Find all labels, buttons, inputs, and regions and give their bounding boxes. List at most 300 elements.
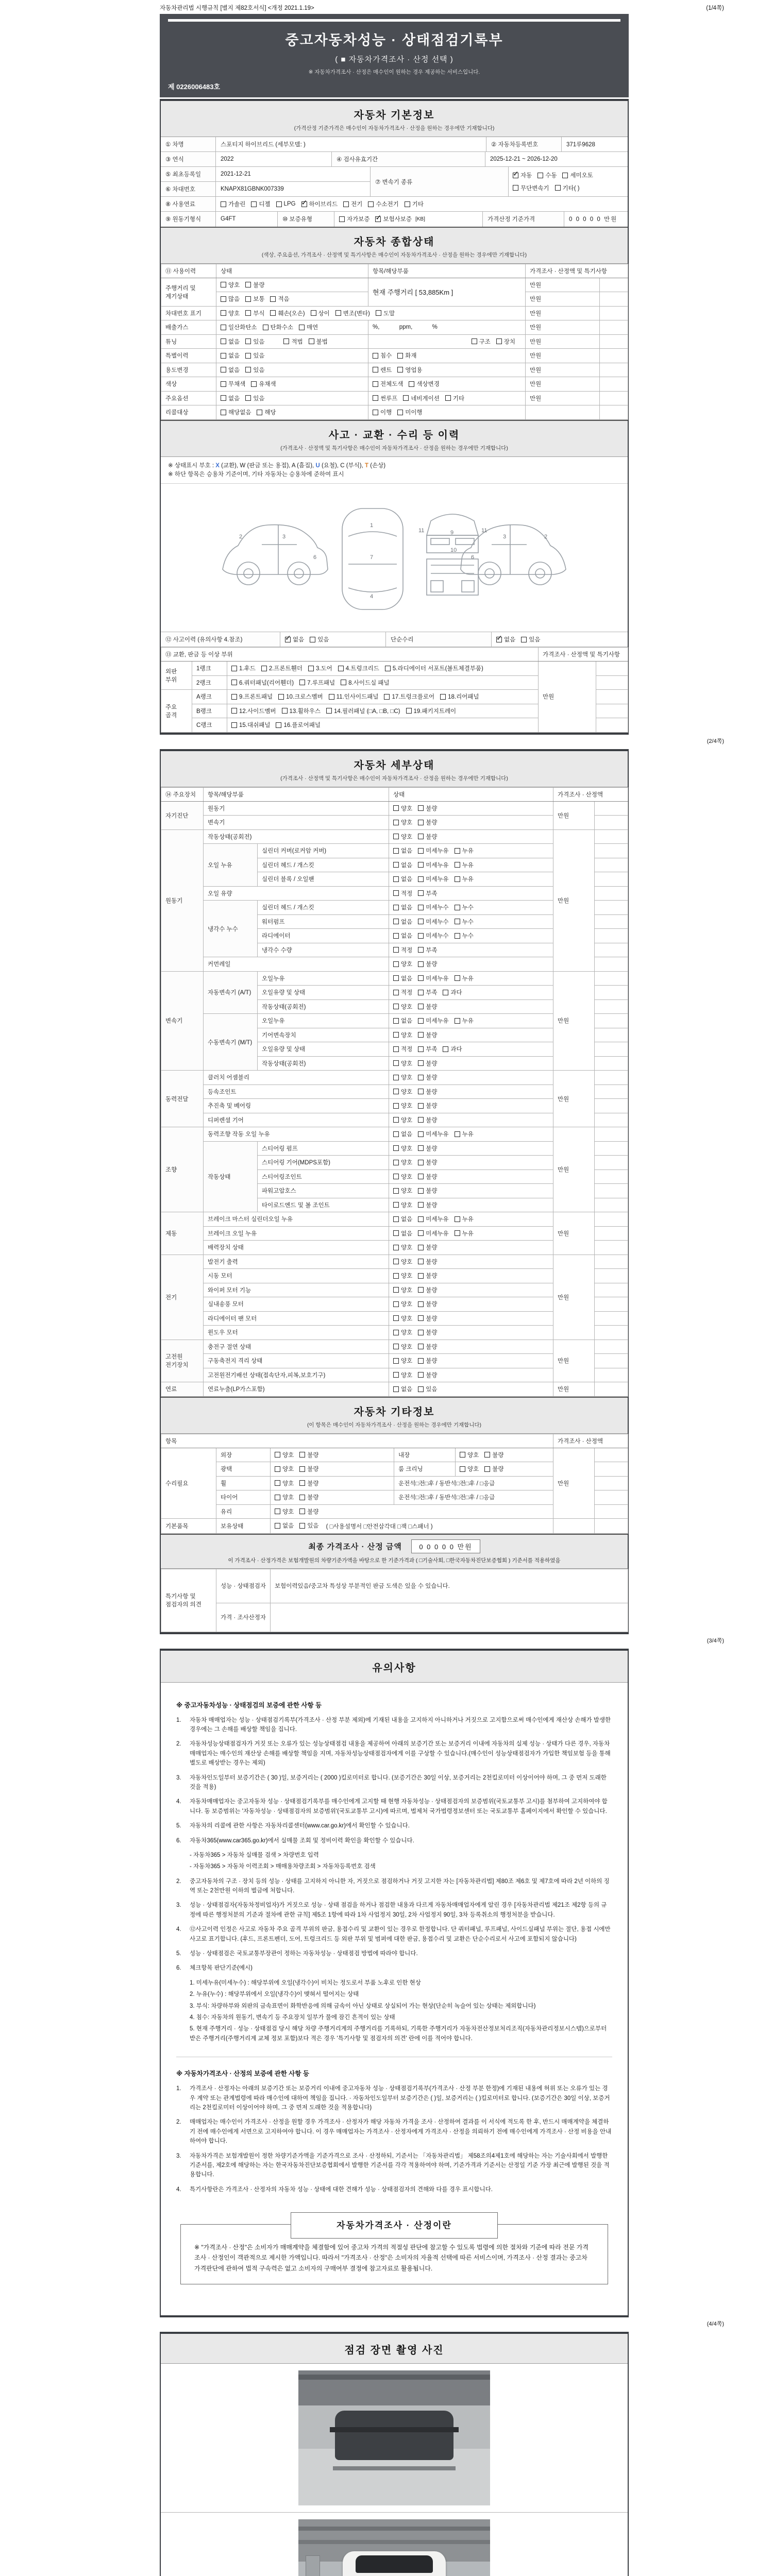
item-label: 충전구 절연 상태 <box>204 1340 389 1354</box>
option-label: 상이 <box>318 310 330 317</box>
checkbox-불량[interactable] <box>418 1089 424 1094</box>
checkbox-양호[interactable] <box>393 1188 399 1194</box>
appraisal-concept-box <box>180 2221 608 2284</box>
checkbox-양호[interactable] <box>393 1145 399 1151</box>
checkbox-양호[interactable] <box>393 1372 399 1378</box>
checkbox-불량[interactable] <box>418 1245 424 1250</box>
option-label: 침수 <box>380 353 392 359</box>
checkbox-불량[interactable] <box>418 1259 424 1264</box>
checkbox-매연[interactable] <box>299 325 305 330</box>
checkbox-없음[interactable] <box>221 395 226 401</box>
inspection-photo-2 <box>298 2519 490 2576</box>
checkbox-양호[interactable] <box>393 1174 399 1179</box>
checkbox-있음[interactable] <box>245 367 251 372</box>
checkbox-불량[interactable] <box>418 1358 424 1364</box>
checkbox-있음[interactable] <box>299 1523 305 1529</box>
checkbox-불량[interactable] <box>418 805 424 811</box>
checkbox-누유[interactable] <box>455 848 460 854</box>
checkbox-16.플로어패널[interactable] <box>276 722 281 728</box>
checkbox-탄화수소[interactable] <box>263 325 268 330</box>
checkbox-없음[interactable] <box>221 338 226 344</box>
notice-item <box>176 2117 612 2146</box>
checkbox-6.쿼터패널(리어휀더)[interactable] <box>231 680 237 685</box>
checkbox-양호[interactable] <box>393 1202 399 1208</box>
option-label: 양호 <box>401 1358 413 1365</box>
checkbox-1.후드[interactable] <box>231 666 237 671</box>
section-box-2 <box>160 749 629 1634</box>
option-상이 <box>311 309 330 317</box>
checkbox-도말[interactable] <box>376 310 381 316</box>
checkbox-양호[interactable] <box>275 1466 280 1472</box>
checkbox-불량[interactable] <box>418 1160 424 1165</box>
remark-cell <box>596 662 628 676</box>
option-양호 <box>393 1201 412 1209</box>
option-label: 없음 <box>282 1523 294 1530</box>
checkbox-불량[interactable] <box>418 1004 424 1009</box>
option-양호 <box>393 1272 412 1280</box>
option-없음 <box>393 918 412 926</box>
first-reg-value: 2021-12-21 <box>221 171 251 177</box>
col-price: 가격조사 · 산정액 및 특기사항 <box>526 264 628 278</box>
checkbox-장치[interactable] <box>496 338 502 344</box>
detail-table <box>161 787 628 1397</box>
status-options <box>389 1127 553 1142</box>
checkbox-없음[interactable] <box>393 1216 399 1222</box>
usage-change-row <box>161 363 628 377</box>
option-보험사보증 <box>375 215 412 223</box>
checkbox-적정[interactable] <box>393 890 399 896</box>
checkbox-보험사보증[interactable] <box>375 216 381 222</box>
checkbox-불량[interactable] <box>418 1344 424 1349</box>
checkbox-5.라디에이터 서포트(볼트체결부품)[interactable] <box>385 666 391 671</box>
notice-item <box>176 2185 612 2194</box>
checkbox-과다[interactable] <box>443 990 448 995</box>
option-누유 <box>455 1016 474 1025</box>
checkbox-디젤[interactable] <box>251 201 257 207</box>
checkbox-양호[interactable] <box>221 310 226 316</box>
checkbox-무단변속기[interactable] <box>513 185 518 191</box>
checkbox-전기[interactable] <box>343 201 349 207</box>
appraiser-label: 가격 · 조사산정자 <box>216 1603 271 1632</box>
checkbox-없음[interactable] <box>393 933 399 939</box>
checkbox-부족[interactable] <box>418 947 424 953</box>
sub-group-자동변속기 (A/T): 자동변속기 (A/T) <box>204 971 258 1014</box>
checkbox-해당[interactable] <box>257 410 262 415</box>
checkbox-네비게이션[interactable] <box>403 395 409 401</box>
item-label: 클러치 어셈블리 <box>204 1071 389 1085</box>
option-label: 누유 <box>462 975 474 982</box>
checkbox-미세누유[interactable] <box>418 848 424 854</box>
holding-options <box>271 1519 553 1534</box>
checkbox-불량[interactable] <box>418 1273 424 1279</box>
remark-cell <box>595 914 628 929</box>
checkbox-양호[interactable] <box>393 1287 399 1293</box>
checkbox-구조[interactable] <box>472 338 477 344</box>
outer-panel-label: 외판 부위 <box>161 662 192 690</box>
checkbox-화재[interactable] <box>397 353 403 359</box>
status-options <box>389 858 553 872</box>
checkbox-적정[interactable] <box>393 947 399 953</box>
checkbox-불법[interactable] <box>309 338 314 344</box>
checkbox-기타( )[interactable] <box>555 185 561 191</box>
checkbox-해당없음[interactable] <box>221 410 226 415</box>
checkbox-양호[interactable] <box>275 1509 280 1514</box>
checkbox-7.루프패널[interactable] <box>299 680 305 685</box>
checkbox-미세누유[interactable] <box>418 1216 424 1222</box>
checkbox-양호[interactable] <box>221 282 226 287</box>
checkbox-누유[interactable] <box>455 1216 460 1222</box>
checkbox-불량[interactable] <box>418 1060 424 1066</box>
option-17.트렁크플로어 <box>384 692 434 701</box>
checkbox-불량[interactable] <box>418 1301 424 1307</box>
option-label: 있음 <box>529 637 541 643</box>
item-label: 변속기 <box>204 816 389 830</box>
option-label: 누유 <box>462 1131 474 1138</box>
checkbox-없음[interactable] <box>393 975 399 981</box>
checkbox-부족[interactable] <box>418 1046 424 1052</box>
option-양호 <box>393 1031 412 1039</box>
option-불법 <box>309 337 328 346</box>
checkbox-있음[interactable] <box>521 637 527 642</box>
device-group-변속기: 변속기 <box>161 971 204 1071</box>
option-label: 없음 <box>401 1131 413 1138</box>
option-3.도어 <box>308 664 332 672</box>
notice-section-b: ※ 자동차가격조사 · 산정의 보증에 관한 사항 등 <box>176 2057 612 2079</box>
checkbox-부족[interactable] <box>418 990 424 995</box>
checkbox-양호[interactable] <box>393 1301 399 1307</box>
checkbox-이행[interactable] <box>373 410 378 415</box>
checkbox-불량[interactable] <box>484 1466 490 1472</box>
remark-cell <box>596 718 628 733</box>
checkbox-적정[interactable] <box>393 990 399 995</box>
option-label: 불량 <box>307 1452 319 1459</box>
rankC-options <box>227 718 539 733</box>
rankB-label: B랭크 <box>192 704 227 718</box>
option-label: 양호 <box>228 282 240 289</box>
checkbox-불량[interactable] <box>418 1372 424 1378</box>
checkbox-15.대쉬패널[interactable] <box>231 722 237 728</box>
checkbox-양호[interactable] <box>393 961 399 967</box>
checkbox-2.프론트휀더[interactable] <box>261 666 267 671</box>
engine-type-value: G4FT <box>216 212 278 227</box>
checkbox-세미오토[interactable] <box>562 173 568 178</box>
remark-cell <box>595 1156 628 1170</box>
checkbox-불량[interactable] <box>418 1330 424 1335</box>
checkbox-불량[interactable] <box>418 1315 424 1321</box>
checkbox-미세누수[interactable] <box>418 905 424 910</box>
checkbox-미세누유[interactable] <box>418 975 424 981</box>
checkbox-있음[interactable] <box>245 338 251 344</box>
checkbox-있음[interactable] <box>418 1386 424 1392</box>
option-없음 <box>393 861 412 869</box>
status-options <box>389 971 553 986</box>
option-label: 자가보증 <box>347 216 370 223</box>
checkbox-없음[interactable] <box>496 637 502 642</box>
notice-item-text: 자동차성능상태점검자가 거짓 또는 오류가 있는 성능상태점검 내용을 제공하여 아래의 보증기간 또는 보증거리 이내에 자동차의 실제 성능 · 상태가 다른 경우, 자동차매매업자는 매수인의 재산상 손해를 배상할 책임을 지며, 자동차성능상태점검자에게 이를 구상할 수 있습니다.(매수인이 성능상태점검자가 가입한 책임보험 등을 통해 별도로 배상받는 경우는 제외) <box>190 1741 611 1767</box>
checkbox-양호[interactable] <box>393 1089 399 1094</box>
checkbox-8.사이드실 패널[interactable] <box>341 680 346 685</box>
row-year <box>161 152 628 167</box>
checkbox-불량[interactable] <box>418 1287 424 1293</box>
checkbox-가솔린[interactable] <box>221 201 226 207</box>
checkbox-없음[interactable] <box>393 862 399 868</box>
checkbox-기타[interactable] <box>405 201 410 207</box>
remark-cell <box>595 1198 628 1212</box>
checkbox-없음[interactable] <box>221 353 226 359</box>
option-12.사이드멤버 <box>231 707 276 715</box>
checkbox-없음[interactable] <box>393 919 399 924</box>
item-label: 연료누출(LP가스포함) <box>204 1382 389 1397</box>
option-불량 <box>418 1357 437 1365</box>
option-label: 불량 <box>426 834 438 840</box>
panel-header-price: 가격조사 · 산정액 및 특기사항 <box>539 648 628 662</box>
checkbox-수소전기[interactable] <box>368 201 374 207</box>
checkbox-불량[interactable] <box>299 1480 305 1486</box>
checkbox-있음[interactable] <box>245 353 251 359</box>
checkbox-11.인사이드패널[interactable] <box>329 694 334 700</box>
checkbox-침수[interactable] <box>373 353 378 359</box>
remark-cell <box>600 377 628 392</box>
checkbox-양호[interactable] <box>393 1075 399 1080</box>
checkbox-미세누유[interactable] <box>418 1131 424 1137</box>
checkbox-훼손(오손)[interactable] <box>270 310 276 316</box>
checkbox-불량[interactable] <box>418 1032 424 1038</box>
inspector-remark-row <box>161 1569 628 1603</box>
checkbox-없음[interactable] <box>393 1131 399 1137</box>
checkbox-불량[interactable] <box>299 1466 305 1472</box>
checkbox-누유[interactable] <box>455 975 460 981</box>
checkbox-렌트[interactable] <box>373 367 378 372</box>
checkbox-양호[interactable] <box>275 1452 280 1458</box>
notice-item-text: 자동차인도일부터 보증기간은 ( 30 )일, 보증거리는 ( 2000 )킬로미터로 합니다. (보증기간은 30일 이상, 보증거리는 2천킬로미터 이상이어야 하며, 그 중 먼저 도래한 것을 적용) <box>190 1774 607 1790</box>
checkbox-양호[interactable] <box>393 834 399 839</box>
detail-row-오일누유 <box>161 971 628 986</box>
checkbox-13.휠하우스[interactable] <box>282 708 288 714</box>
status-options <box>389 1326 553 1340</box>
checkbox-누수[interactable] <box>455 933 460 939</box>
notice-item-number: 1. <box>176 2086 181 2092</box>
option-디젤 <box>251 200 270 208</box>
checkbox-양호[interactable] <box>393 1160 399 1165</box>
checkbox-12.사이드멤버[interactable] <box>231 708 237 714</box>
checkbox-자가보증[interactable] <box>339 216 345 222</box>
checkbox-없음[interactable] <box>275 1523 280 1529</box>
option-불량 <box>418 1201 437 1209</box>
checkbox-없음[interactable] <box>393 905 399 910</box>
checkbox-누유[interactable] <box>455 862 460 868</box>
option-6.쿼터패널(리어휀더) <box>231 679 294 687</box>
checkbox-상이[interactable] <box>311 310 316 316</box>
option-불량 <box>418 833 437 841</box>
checkbox-양호[interactable] <box>393 1060 399 1066</box>
option-미이행 <box>397 408 422 416</box>
notice-title: 유의사항 <box>372 1662 416 1674</box>
checkbox-누유[interactable] <box>455 1230 460 1236</box>
checkbox-없음[interactable] <box>393 1386 399 1392</box>
final-price-value: 0 0 0 0 0 만원 <box>411 1539 480 1553</box>
option-label: 부식 <box>253 310 265 317</box>
checkbox-양호[interactable] <box>393 1315 399 1321</box>
checkbox-전체도색[interactable] <box>373 381 378 387</box>
option-label: 불량 <box>426 1060 438 1067</box>
checkbox-양호[interactable] <box>393 1330 399 1335</box>
price-cell: 만원 <box>553 1212 595 1255</box>
checkbox-양호[interactable] <box>460 1452 465 1458</box>
checkbox-없음[interactable] <box>393 1230 399 1236</box>
checkbox-LPG[interactable] <box>276 201 282 207</box>
checkbox-양호[interactable] <box>393 1245 399 1250</box>
checkbox-미세누수[interactable] <box>418 933 424 939</box>
checkbox-과다[interactable] <box>443 1046 448 1052</box>
option-없음 <box>393 1385 412 1393</box>
checkbox-수동[interactable] <box>537 173 543 178</box>
checkbox-누유[interactable] <box>455 1018 460 1024</box>
checkbox-불량[interactable] <box>299 1495 305 1500</box>
checkbox-미세누유[interactable] <box>418 876 424 882</box>
checkbox-썬루프[interactable] <box>373 395 378 401</box>
checkbox-적음[interactable] <box>270 296 276 302</box>
checkbox-색상변경[interactable] <box>409 381 414 387</box>
checkbox-양호[interactable] <box>393 1259 399 1264</box>
checkbox-3.도어[interactable] <box>308 666 314 671</box>
remark-cell <box>600 391 628 405</box>
checkbox-18.리어패널[interactable] <box>440 694 446 700</box>
checkbox-불량[interactable] <box>418 1145 424 1151</box>
option-불량 <box>299 1507 318 1516</box>
checkbox-10.크로스멤버[interactable] <box>278 694 284 700</box>
checkbox-불량[interactable] <box>299 1509 305 1514</box>
checkbox-양호[interactable] <box>460 1466 465 1472</box>
checkbox-영업용[interactable] <box>397 367 403 372</box>
checkbox-일산화탄소[interactable] <box>221 325 226 330</box>
checkbox-부식[interactable] <box>245 310 251 316</box>
svg-text:7: 7 <box>370 554 374 561</box>
checkbox-적정[interactable] <box>393 1046 399 1052</box>
checkbox-누유[interactable] <box>455 876 460 882</box>
checkbox-양호[interactable] <box>393 805 399 811</box>
option-없음 <box>221 337 240 346</box>
checkbox-양호[interactable] <box>393 820 399 825</box>
checkbox-적법[interactable] <box>283 338 289 344</box>
checkbox-양호[interactable] <box>393 1358 399 1364</box>
item-label: 실린더 블록 / 오일팬 <box>258 872 389 887</box>
option-label: 없음 <box>401 1386 413 1393</box>
checkbox-양호[interactable] <box>393 1103 399 1109</box>
checkbox-있음[interactable] <box>310 637 315 642</box>
option-label: 2.프론트휀더 <box>268 666 303 672</box>
checkbox-무채색[interactable] <box>221 381 226 387</box>
remark-cell <box>595 1099 628 1113</box>
rank1-label: 1랭크 <box>192 662 227 676</box>
option-label: 없음 <box>228 395 240 402</box>
option-미세누유 <box>418 846 448 855</box>
checkbox-누수[interactable] <box>455 905 460 910</box>
checkbox-14.필러패널 (□A, □B, □C)[interactable] <box>326 708 332 714</box>
checkbox-없음[interactable] <box>393 848 399 854</box>
accident-subtitle: (가격조사 · 산정액 및 특기사항은 매수인이 자동차가격조사 · 산정을 원하는 경우에만 기재합니다) <box>280 445 508 451</box>
remark-cell <box>595 858 628 872</box>
checkbox-불량[interactable] <box>418 1075 424 1080</box>
checkbox-양호[interactable] <box>393 1273 399 1279</box>
option-누유 <box>455 861 474 869</box>
checkbox-미이행[interactable] <box>397 410 403 415</box>
option-누유 <box>455 1229 474 1238</box>
checkbox-불량[interactable] <box>418 1188 424 1194</box>
checkbox-보통[interactable] <box>245 296 251 302</box>
car-name-label: ① 차명 <box>161 137 216 151</box>
status-options <box>389 1014 553 1028</box>
checkbox-불량[interactable] <box>418 834 424 839</box>
remark-cell <box>595 844 628 858</box>
checkbox-부족[interactable] <box>418 890 424 896</box>
checkbox-불량[interactable] <box>418 1202 424 1208</box>
notice-item-text: 가격조사 · 산정자는 아래의 보증기간 또는 보증거리 이내에 중고자동차 성능 · 상태점검기록부(가격조사 · 산정 부분 한정)에 기재된 내용에 허위 또는 오류가 있는 경우 계약 또는 관계법령에 따라 매수인에 대하여 책임을 집니다. · 자동차인도일부터 보증기간은 ( )일, 보증거리는 ( )킬로미터로 합니다. (보증기간은 30일 이상, 보증거리는 2천킬로미터 이상이어야 하며, 그 중 먼저 도래한 것을 적용합니다) <box>190 2086 610 2111</box>
option-수동 <box>537 171 557 179</box>
checkbox-17.트렁크플로어[interactable] <box>384 694 390 700</box>
checkbox-양호[interactable] <box>275 1480 280 1486</box>
checkbox-미세누수[interactable] <box>418 919 424 924</box>
option-세미오토 <box>562 171 593 179</box>
checkbox-미세누유[interactable] <box>418 1230 424 1236</box>
checkbox-없음[interactable] <box>393 876 399 882</box>
option-label: 5.라디에이터 서포트(볼트체결부품) <box>392 666 483 672</box>
option-label: 있음 <box>426 1386 438 1393</box>
option-없음 <box>221 394 240 402</box>
checkbox-누유[interactable] <box>455 1131 460 1137</box>
item-label: 스티어링 펌프 <box>258 1141 389 1156</box>
checkbox-4.트렁크리드[interactable] <box>338 666 344 671</box>
detail-row-충전구 절연 상태 <box>161 1340 628 1354</box>
checkbox-없음[interactable] <box>285 637 291 642</box>
item-label: 브레이크 오일 누유 <box>204 1226 389 1241</box>
checkbox-불량[interactable] <box>418 1103 424 1109</box>
checkbox-양호[interactable] <box>393 1344 399 1349</box>
checkbox-양호[interactable] <box>393 1032 399 1038</box>
checkbox-없음[interactable] <box>221 367 226 372</box>
checkbox-불량[interactable] <box>418 820 424 825</box>
main-option-label: 주요옵션 <box>161 391 216 405</box>
checkbox-누수[interactable] <box>455 919 460 924</box>
checkbox-9.프론트패널[interactable] <box>231 694 237 700</box>
checkbox-있음[interactable] <box>245 395 251 401</box>
checkbox-없음[interactable] <box>393 1018 399 1024</box>
checkbox-기타[interactable] <box>445 395 451 401</box>
checkbox-양호[interactable] <box>393 1117 399 1123</box>
checkbox-불량[interactable] <box>484 1452 490 1458</box>
checkbox-자동[interactable] <box>513 173 518 178</box>
checkbox-19.패키지트레이[interactable] <box>406 708 412 714</box>
checkbox-양호[interactable] <box>275 1495 280 1500</box>
checkbox-변조(변타)[interactable] <box>335 310 341 316</box>
notice-item-text: 중고자동차의 구조 · 장치 등의 성능 · 상태를 고지하지 아니한 자, 거짓으로 점검하거나 거짓 고지한 자는 [자동차관리법] 제80조 제6호 및 제7호에 따라 2년 이하의 징역 또는 2천만원 이하의 벌금에 처합니다. <box>190 1878 610 1894</box>
checkbox-불량[interactable] <box>418 961 424 967</box>
item-label: 라디에이터 팬 모터 <box>204 1311 389 1326</box>
checkbox-불량[interactable] <box>299 1452 305 1458</box>
legend-note-2: ※ 하단 항목은 승용차 기준이며, 기타 자동차는 승용차에 준하여 표시 <box>168 471 344 478</box>
option-label: 양호 <box>401 961 413 968</box>
checkbox-하이브리드[interactable] <box>301 201 307 207</box>
checkbox-불량[interactable] <box>418 1117 424 1123</box>
checkbox-양호[interactable] <box>393 1004 399 1009</box>
checkbox-유채색[interactable] <box>251 381 257 387</box>
document-number: 제 0226006483호 <box>168 83 221 91</box>
checkbox-미세누유[interactable] <box>418 862 424 868</box>
checkbox-불량[interactable] <box>245 282 251 287</box>
checkbox-미세누유[interactable] <box>418 1018 424 1024</box>
checkbox-많음[interactable] <box>221 296 226 302</box>
checkbox-불량[interactable] <box>418 1174 424 1179</box>
photo-2-rear-window <box>356 2555 433 2573</box>
